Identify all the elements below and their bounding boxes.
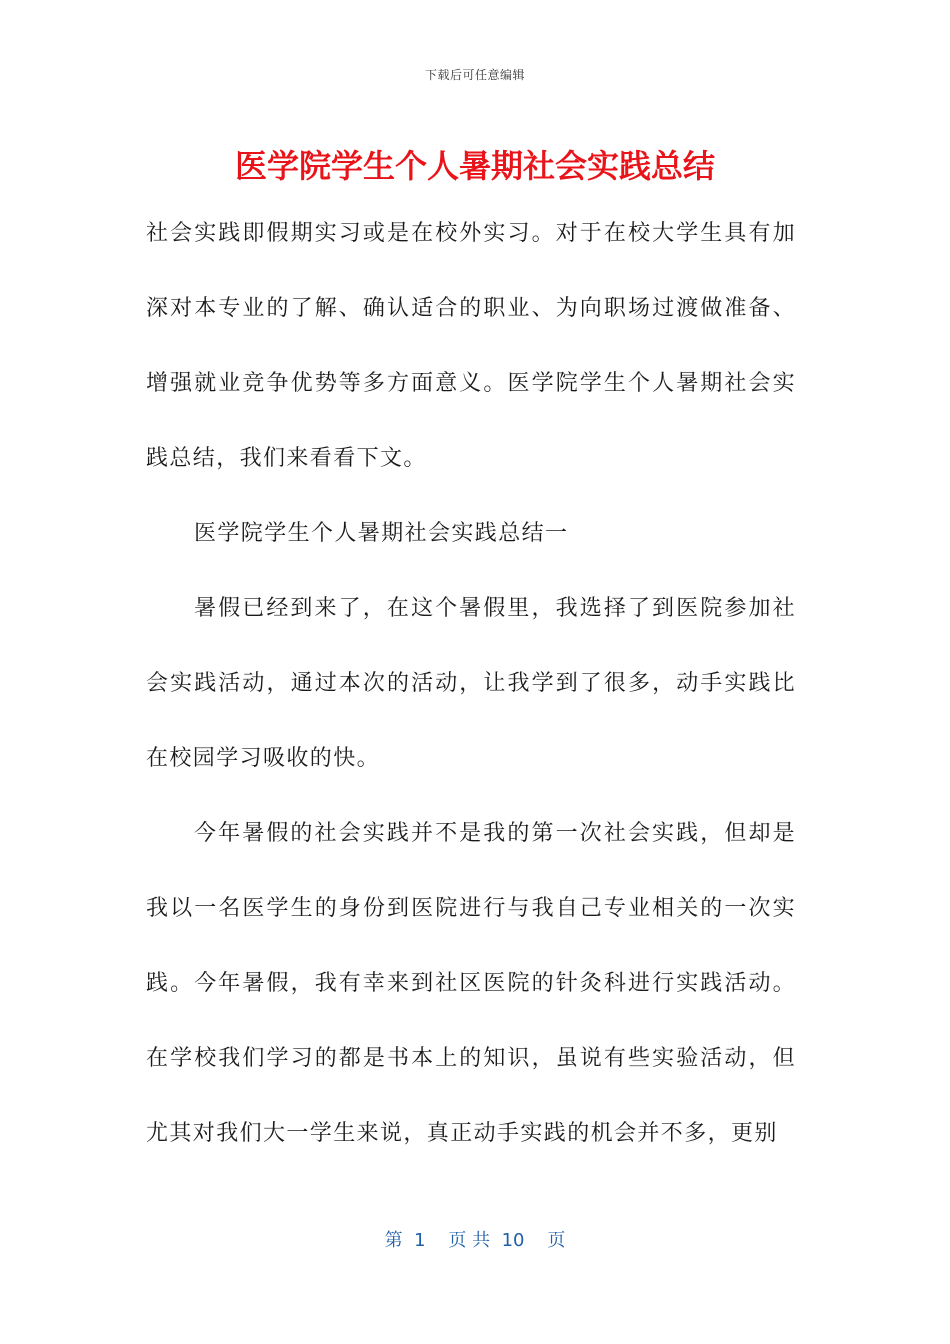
header-note: 下载后可任意编辑 [424,68,525,82]
body-paragraph: 暑假已经到来了，在这个暑假里，我选择了到医院参加社会实践活动，通过本次的活动，让我学到了很多，动手实践比在校园学习吸收的快。 [146,596,796,771]
body-paragraph: 今年暑假的社会实践并不是我的第一次社会实践，但却是我以一名医学生的身份到医院进行与我自己专业相关的一次实践。今年暑假，我有幸来到社区医院的针灸科进行实践活动。在学校我们学习的都是书本上的知识，虽说有些实验活动，但尤其对我们大一学生来说，真正动手实践的机会并不多，更别 [146,821,796,1146]
intro-paragraph: 社会实践即假期实习或是在校外实习。对于在校大学生具有加深对本专业的了解、确认适合的职业、为向职场过渡做准备、增强就业竞争优势等多方面意义。医学院学生个人暑期社会实践总结，我们来看看下文。 [146,221,796,471]
section-heading: 医学院学生个人暑期社会实践总结一 [194,521,569,546]
document-body [146,196,796,1171]
page-number-footer: 第 1 页 共 10 页 [384,1230,566,1251]
document-title: 医学院学生个人暑期社会实践总结 [234,147,715,185]
